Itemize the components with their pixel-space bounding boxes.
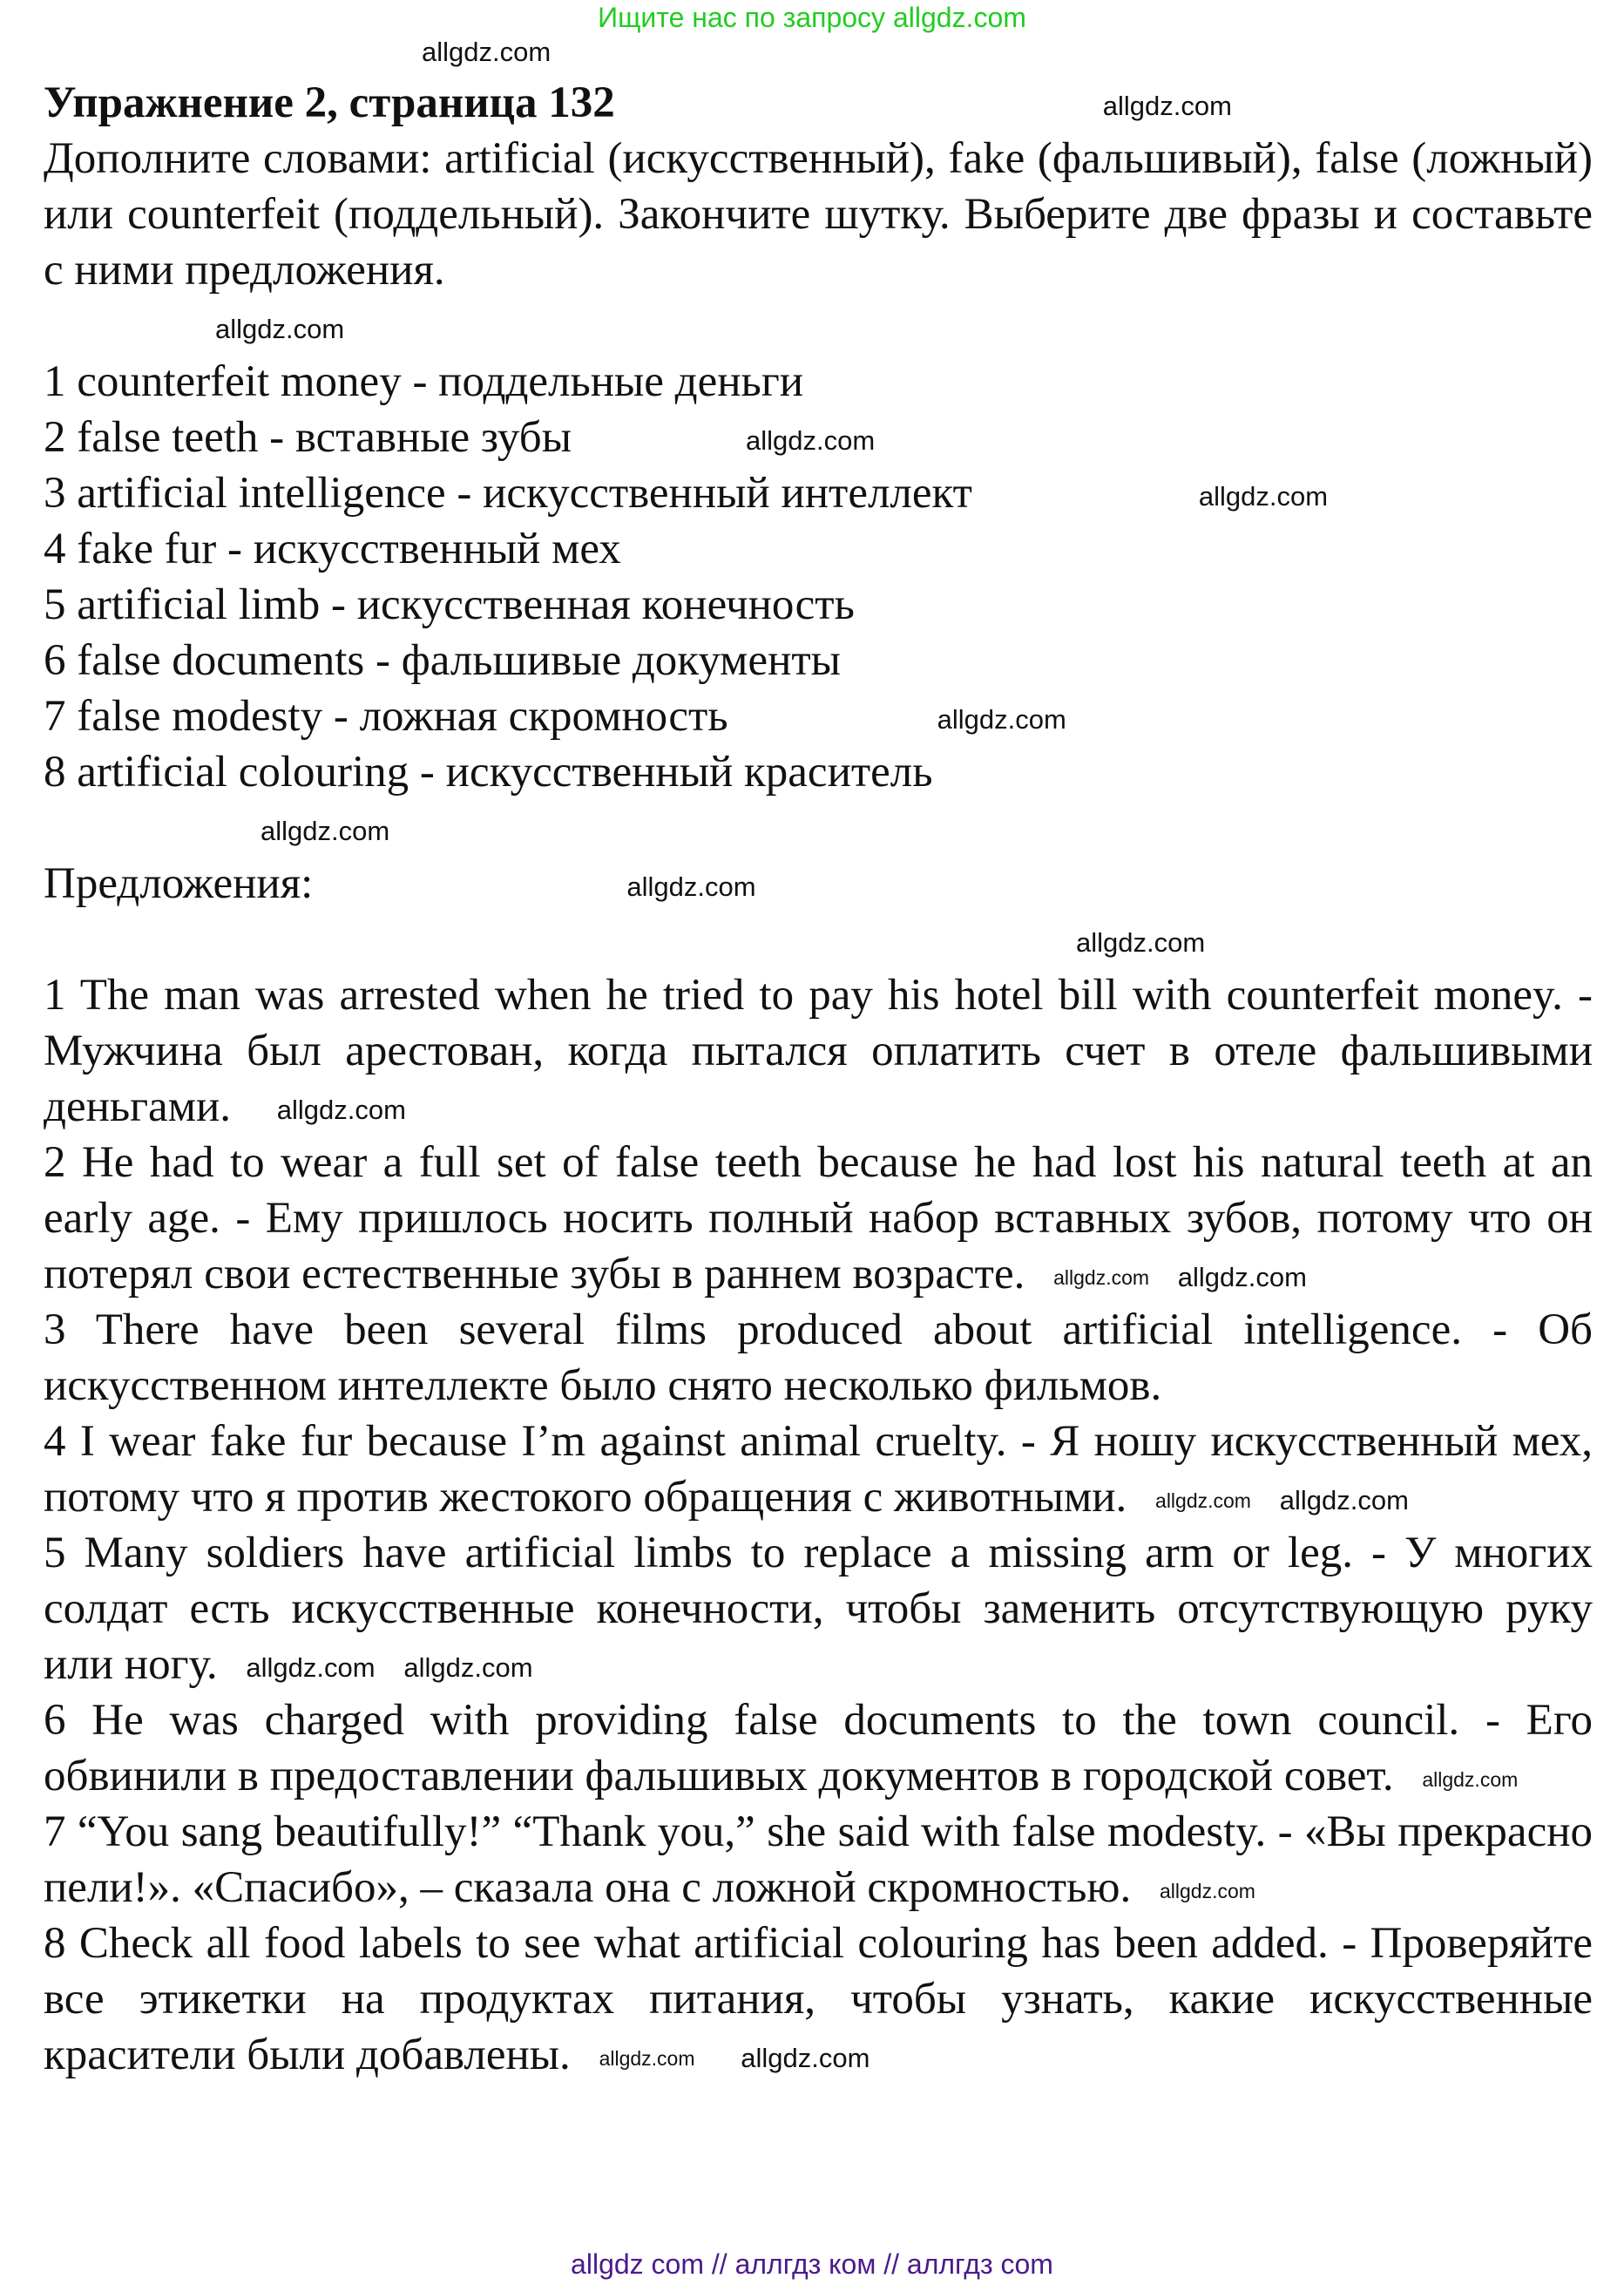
phrase-item: 8 artificial colouring - искусственный краситель [44,748,933,797]
watermark: allgdz.com [626,871,756,903]
top-banner: Ищите нас по запросу allgdz.com [598,2,1026,33]
watermark: allgdz.com [1279,1485,1409,1516]
sentence-item: 5 Many soldiers have artificial limbs to replace a missing arm or leg. - У многих солдат есть искусственные конечности, чтобы заменить отсутствующую руку или ногу. [44,1529,1593,1689]
sentence-item: 2 He had to wear a full set of false teeth because he had lost his natural teeth at an early age. - Ему пришлось носить полный набор вставных зубов, потому что он потерял свои естественные зубы в раннем возрасте. [44,1138,1593,1298]
page-title: Упражнение 2, страница 132 [44,78,615,127]
sentence-line [44,1525,1593,1692]
page-title-line [44,75,1593,131]
phrase-item-line [44,410,1593,465]
sentence-item: 4 I wear fake fur because I’m against animal cruelty. - Я ношу искусственный мех, потому что я против жестокого обращения с животными. [44,1417,1593,1522]
watermark: allgdz.com [745,425,876,457]
sentence-line [44,1804,1593,1915]
watermark: allgdz.com [1159,1880,1255,1903]
watermark: allgdz.com [1177,1262,1307,1293]
watermark: allgdz.com [1053,1266,1150,1290]
watermark: allgdz.com [1422,1768,1519,1792]
phrase-item: 7 false modesty - ложная скромность [44,692,728,741]
watermark: allgdz.com [599,2047,695,2071]
watermark: allgdz.com [1102,91,1232,122]
instruction-text: Дополните словами: artificial (искусственный), fake (фальшивый), false (ложный) или counterfeit (поддельный). Закончите шутку. Выберите две фразы и составьте с ними предложения. [44,134,1593,295]
watermark: allgdz.com [1198,481,1329,512]
sentence-line [44,1135,1593,1302]
sentence-item: 8 Check all food labels to see what artificial colouring has been added. - Проверяйте все этикетки на продуктах питания, чтобы узнать, какие искусственные красители были добавлены. [44,1919,1593,2079]
sentence-line [44,1692,1593,1804]
watermark: allgdz.com [276,1095,406,1126]
watermark: allgdz.com [741,2043,870,2074]
phrase-item: 4 fake fur - искусственный мех [44,525,621,573]
phrase-item: 1 counterfeit money - поддельные деньги [44,357,804,406]
watermark: allgdz.com [215,314,345,345]
watermark: allgdz.com [1076,927,1206,959]
watermark: allgdz.com [403,1652,533,1684]
watermark: allgdz.com [246,1652,376,1684]
sentence-line [44,967,1593,1135]
phrase-item: 3 artificial intelligence - искусственный интеллект [44,469,972,518]
phrase-item: 2 false teeth - вставные зубы [44,413,572,462]
spacer [44,800,1593,856]
phrase-item: 6 false documents - фальшивые документы [44,636,841,685]
sentence-item: 7 “You sang beautifully!” “Thank you,” she said with false modesty. - «Вы прекрасно пели!». «Спасибо», – сказала она с ложной скромностью. [44,1807,1593,1912]
footer-banner: allgdz com // аллгдз ком // аллгдз com [571,2248,1053,2280]
sentence-line [44,1915,1593,2083]
sentence-line [44,1414,1593,1525]
watermark: allgdz.com [937,704,1066,736]
phrase-list [44,354,1593,800]
sentence-item: 6 He was charged with providing false documents to the town council. - Его обвинили в предоставлении фальшивых документов в городской совет. [44,1696,1593,1800]
watermark: allgdz.com [1155,1489,1251,1513]
sentences-heading: Предложения: [44,859,314,908]
phrase-item: 5 artificial limb - искусственная конечность [44,580,855,629]
watermark: allgdz.com [261,816,390,847]
spacer [44,298,1593,354]
exercise-content [44,75,1593,2083]
phrase-item-line [44,688,1593,744]
sentence-item: 1 The man was arrested when he tried to pay his hotel bill with counterfeit money. - Мужчина был арестован, когда пытался оплатить счет в отеле фальшивыми деньгами. [44,971,1593,1131]
watermark: allgdz.com [422,37,551,67]
sentences-heading-line [44,856,1593,912]
sentence-item: 3 There have been several films produced about artificial intelligence. - Об искусственном интеллекте было снято несколько фильмов. [44,1305,1593,1410]
sentence-list [44,967,1593,2083]
phrase-item-line [44,465,1593,521]
spacer [44,912,1593,967]
